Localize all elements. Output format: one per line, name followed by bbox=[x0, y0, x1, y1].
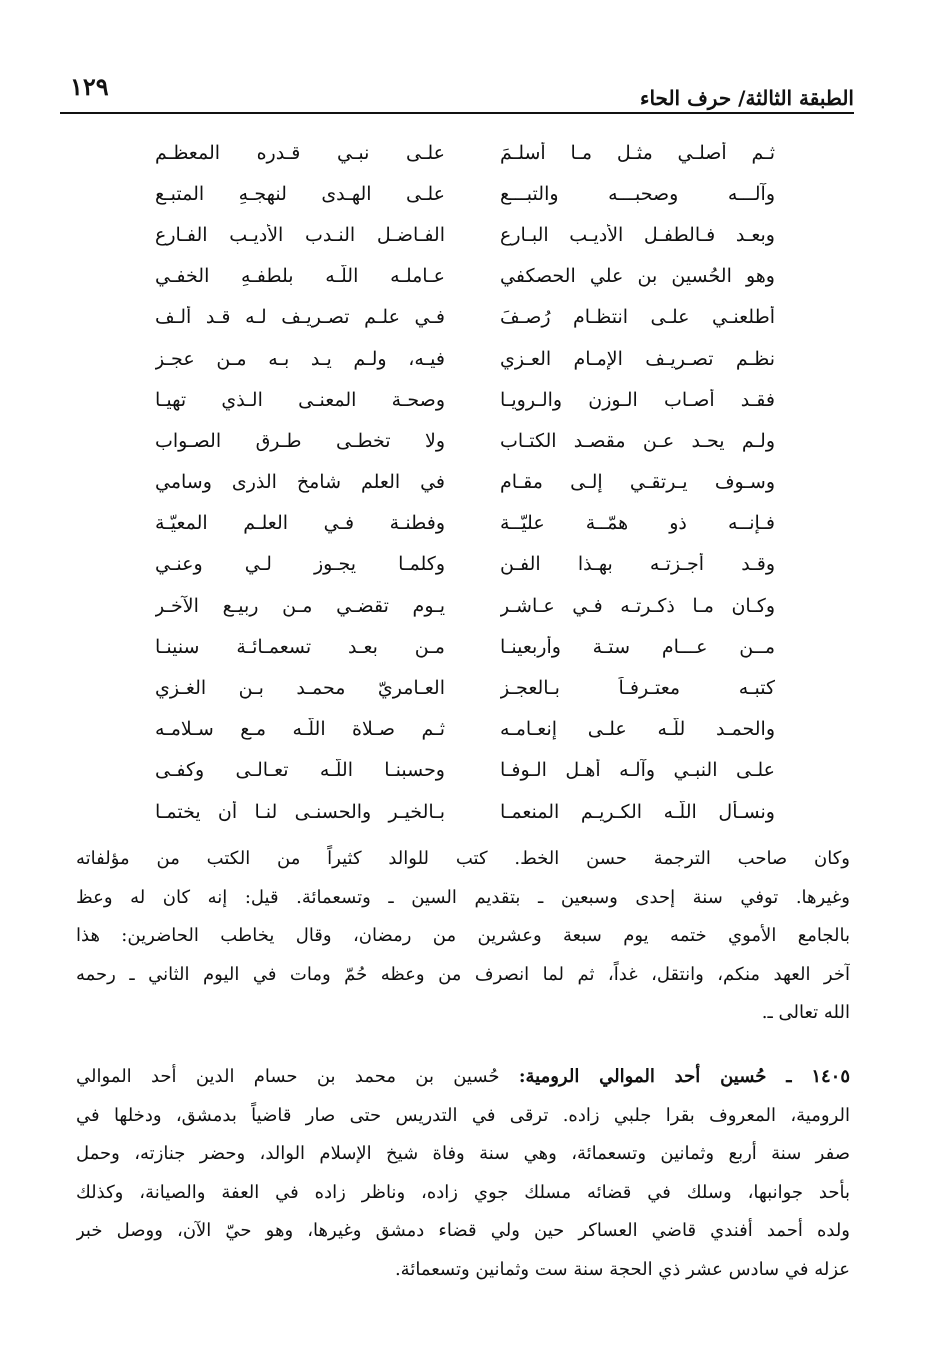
verse bbox=[155, 338, 775, 379]
verse bbox=[155, 297, 775, 338]
page-number: ١٢٩ bbox=[70, 72, 109, 101]
verse-second-hemistich: ثـم صـلاة اللّـه مـع سـلامـه bbox=[155, 718, 445, 741]
verse-second-hemistich: فـي علـم تصـريـف لـه قـد ألـف bbox=[155, 306, 445, 329]
entry-line: عزله في سادس عشر ذي الحجة سنة ست وثمانين وتسعمائة. bbox=[394, 1258, 850, 1280]
verse bbox=[155, 791, 775, 832]
paragraph-line: آخر العهد منكم، وانتقل، غداً، ثم لما انصرف من وعظه حُمّ ومات في اليوم الثاني ـ رحمه bbox=[76, 963, 850, 985]
verse-first-hemistich: وآلـــه وصحبـــه والتبـــع bbox=[500, 182, 775, 205]
verse-first-hemistich: وهو الحُسين بن علي الحصكفي bbox=[500, 265, 775, 288]
verse-first-hemistich: فقـد أصـاب الـوزن والـرويـا bbox=[500, 388, 775, 411]
verse-first-hemistich: والحمـد للّـه علـى إنعـامـه bbox=[500, 718, 775, 741]
verse-first-hemistich: وبعـد فـالطفـل الأديـب البـارع bbox=[500, 223, 775, 246]
verse-first-hemistich: كتبـه معتـرفـاً بـالعجـزِ bbox=[500, 677, 775, 700]
poem bbox=[155, 132, 775, 832]
verse-first-hemistich: ونسـأل اللّـه الكـريـم المنعمـا bbox=[500, 800, 775, 823]
verse bbox=[155, 750, 775, 791]
verse-first-hemistich: وكـان مـا ذكـرتـه فـي عـاشـر bbox=[500, 594, 775, 617]
biography-entry bbox=[76, 1058, 850, 1289]
verse bbox=[155, 420, 775, 461]
verse-second-hemistich: العـامريّ محمـد بـن الغـزي bbox=[155, 677, 445, 700]
verse-second-hemistich: عـاملـه اللّـه بلطفـهِ الخفـي bbox=[155, 265, 445, 288]
verse-second-hemistich: فيـه، ولـم يـد بـه مـن عجـزِ bbox=[155, 347, 445, 370]
verse-first-hemistich: فـإنــه ذو همّــة عليّــة bbox=[500, 512, 775, 535]
verse bbox=[155, 709, 775, 750]
verse-second-hemistich: وكلمـا يجـوز لـي وعنـي bbox=[155, 553, 445, 576]
entry-line: بأحد جوانبها، وسلك في قضائه مسلك جوي زاده، وناظر زاده في العفة والصيانة، وكذلك bbox=[76, 1181, 850, 1203]
verse bbox=[155, 256, 775, 297]
verse-second-hemistich: وحسبنـا اللّـه تعـالـى وكفـى bbox=[155, 759, 445, 782]
paragraph-line: الله تعالى ـ. bbox=[761, 1002, 850, 1023]
paragraph-line: وغيرها. توفي سنة إحدى وسبعين ـ بتقديم السين ـ وتسعمائة. قيل: إنه كان له وعظ bbox=[76, 886, 850, 908]
verse bbox=[155, 379, 775, 420]
verse-second-hemistich: الفـاضـل النـدب الأديـب الفـارع bbox=[155, 223, 445, 246]
verse bbox=[155, 544, 775, 585]
verse-first-hemistich: وسـوف يـرتقـي إلـى مقـام bbox=[500, 471, 775, 494]
verse-second-hemistich: في العلمِ شامخ الذرى وسامي bbox=[155, 471, 445, 494]
verse-second-hemistich: مـن بعـد تسعمـائـة سنينـا bbox=[155, 635, 445, 658]
running-title: الطبقة الثالثة/ حرف الحاء bbox=[640, 86, 854, 110]
verse-first-hemistich: ولـم يحـد عـن مقصـد الكتـاب bbox=[500, 429, 775, 452]
page-header bbox=[60, 68, 854, 114]
verse bbox=[155, 667, 775, 708]
verse-first-hemistich: أطلعنـي علـى انتظـام رُصـفَ bbox=[500, 306, 775, 329]
verse-first-hemistich: علـى النبـي وآلـه أهـل الـوفـا bbox=[500, 759, 775, 782]
verse-second-hemistich: ولا تخطـى طـرق الصـواب bbox=[155, 429, 445, 452]
verse bbox=[155, 173, 775, 214]
entry-first-line bbox=[76, 1058, 850, 1097]
verse-second-hemistich: علـى الهـدى لنهجـهِ المتبـع bbox=[155, 182, 445, 205]
verse-first-hemistich: نظـم تصـريـف الإمـام العـزي bbox=[500, 347, 775, 370]
entry-line: صفر سنة أربع وثمانين وتسعمائة، وهي سنة وفاة شيخ الإسلام الوالد، وحضر جنازته، وحمل bbox=[76, 1143, 850, 1164]
verse bbox=[155, 132, 775, 173]
verse-first-hemistich: ثـم أصلـي مثـل مـا أسلـمَ bbox=[500, 141, 775, 164]
verse bbox=[155, 214, 775, 255]
header-rule bbox=[60, 112, 854, 114]
verse-second-hemistich: وفطنـة فـي العلـم المعيّـة bbox=[155, 512, 445, 535]
verse bbox=[155, 585, 775, 626]
entry-first-line-text: حُسين بن محمد بن حسام الدين أحد الموالي bbox=[76, 1066, 500, 1087]
entry-line: الرومية، المعروف بقرا جلبي زاده. ترقى في التدريس حتى صار قاضياً بدمشق، ودخلها في bbox=[76, 1104, 850, 1126]
paragraph-line: بالجامع الأموي ختمه يوم سبعة وعشرين من رمضان، وقال يخاطب الحاضرين: هذا bbox=[76, 925, 850, 946]
entry-heading: ١٤٠٥ ـ حُسين أحد الموالي الرومية: bbox=[518, 1066, 850, 1087]
verse-second-hemistich: وصحـة المعنـى الـذي تهيـا bbox=[155, 388, 445, 411]
verse bbox=[155, 626, 775, 667]
paragraph-1 bbox=[76, 840, 850, 1033]
entry-line: ولده أحمد أفندي قاضي العساكر حين ولي قضاء دمشق وغيرها، وهو حيّ الآن، ووصل خبر bbox=[76, 1220, 850, 1241]
paragraph-line: وكان صاحب الترجمة حسن الخط. كتب للوالد كثيراً من الكتب من مؤلفاته bbox=[76, 848, 850, 869]
verse bbox=[155, 462, 775, 503]
verse-second-hemistich: يـوم تقضـي مـن ربيـع الآخـر bbox=[155, 594, 445, 617]
verse-second-hemistich: بـالخيـر والحسنـى لنـا أن يختمـا bbox=[155, 800, 445, 823]
verse-first-hemistich: مــن عـــام ستـة وأربعينـا bbox=[500, 635, 775, 658]
verse bbox=[155, 503, 775, 544]
verse-second-hemistich: علـى نبـي قـدره المعظـمِ bbox=[155, 141, 445, 164]
verse-first-hemistich: وقـد أجـزتـه بهـذا الفـن bbox=[500, 553, 775, 576]
